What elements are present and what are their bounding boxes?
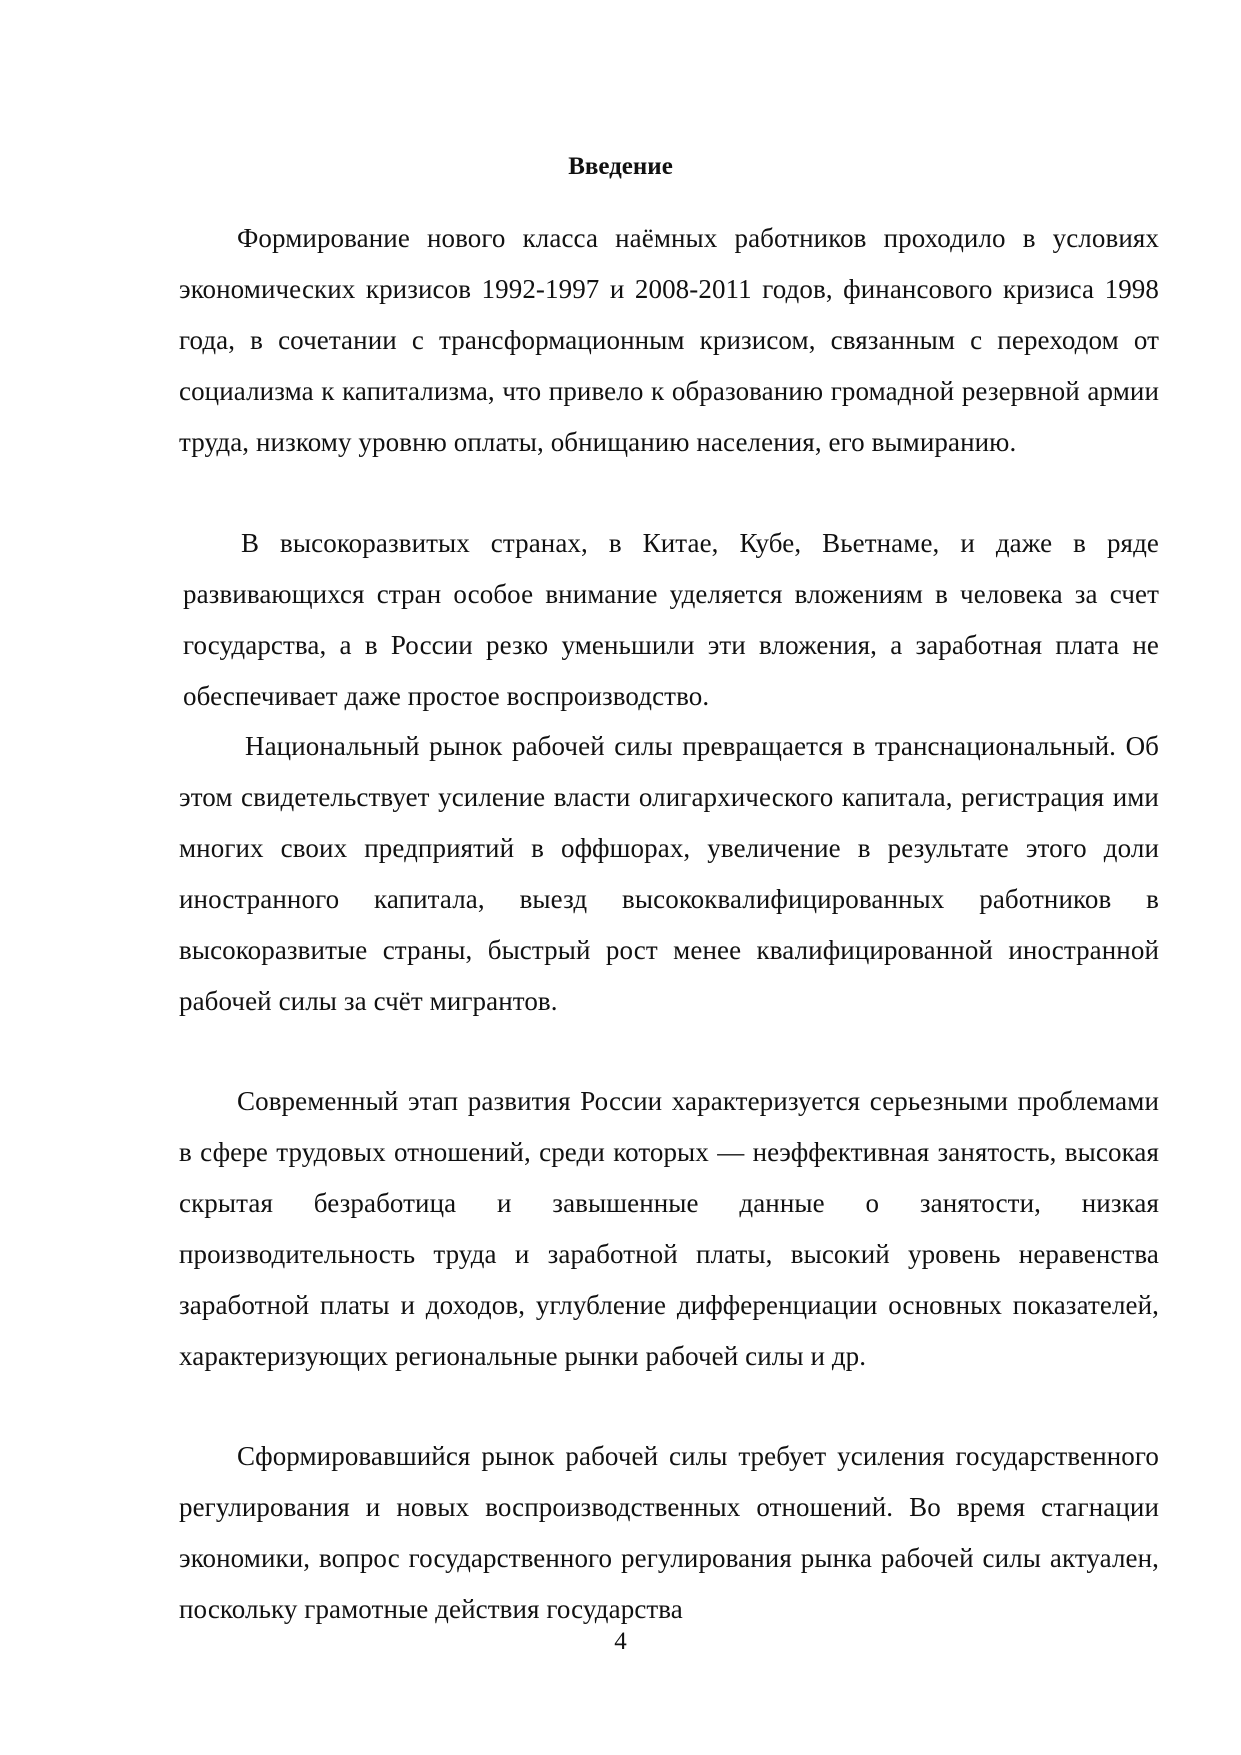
paragraph-4: Современный этап развития России характеризуется серьезными проблемами в сфере трудовых отношений, среди которых — неэффективная занятость, высокая скрытая безработица и завышенные данные о занятости, низкая производительность труда и заработной платы, высокий уровень неравенства заработной платы и доходов, углубление дифференциации основных показателей, характеризующих региональные рынки рабочей силы и др. bbox=[179, 1086, 1159, 1371]
paragraph-5: Сформировавшийся рынок рабочей силы требует усиления государственного регулирования и новых воспроизводственных отношений. Во время стагнации экономики, вопрос государственного регулирования рынка рабочей силы актуален, поскольку грамотные действия государства bbox=[179, 1441, 1159, 1624]
paragraph-3: Национальный рынок рабочей силы превращается в транснациональный. Об этом свидетельствует усиление власти олигархического капитала, регистрация ими многих своих предприятий в оффшорах, увеличение в результате этого доли иностранного капитала, выезд высококвалифицированных работников в высокоразвитые страны, быстрый рост менее квалифицированной иностранной рабочей силы за счёт мигрантов. bbox=[179, 731, 1159, 1016]
paragraph-2: В высокоразвитых странах, в Китае, Кубе, Вьетнаме, и даже в ряде развивающихся стран особое внимание уделяется вложениям в человека за счет государства, а в России резко уменьшили эти вложения, а заработная плата не обеспечивает даже простое воспроизводство. bbox=[183, 528, 1159, 711]
page-number: 4 bbox=[614, 1628, 627, 1655]
page-title: Введение bbox=[568, 153, 673, 180]
paragraph-1: Формирование нового класса наёмных работников проходило в условиях экономических кризисов 1992-1997 и 2008-2011 годов, финансового кризиса 1998 года, в сочетании с трансформационным кризисом, связанным с переходом от социализма к капитализма, что привело к образованию громадной резервной армии труда, низкому уровню оплаты, обнищанию населения, его вымиранию. bbox=[179, 223, 1159, 457]
